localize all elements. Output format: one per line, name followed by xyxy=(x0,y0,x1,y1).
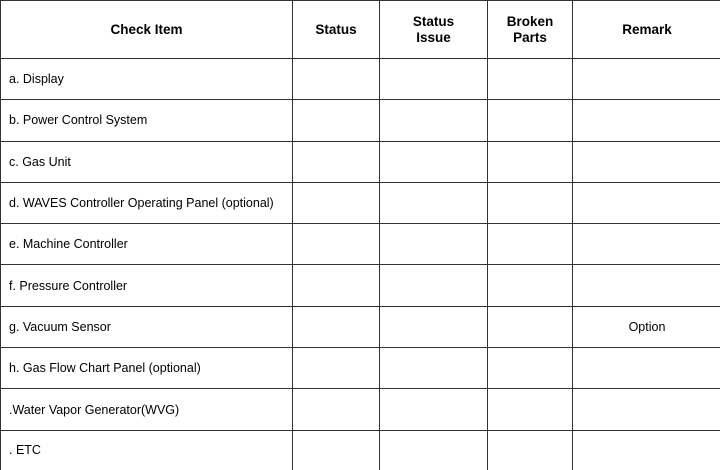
check-item-cell: f. Pressure Controller xyxy=(1,265,293,306)
check-item-cell: a. Display xyxy=(1,59,293,100)
check-item-cell: e. Machine Controller xyxy=(1,224,293,265)
remark-cell[interactable]: Option xyxy=(573,306,720,347)
table-row xyxy=(1,306,720,347)
broken-parts-cell[interactable] xyxy=(488,224,573,265)
check-item-cell: . ETC xyxy=(1,430,293,470)
remark-cell[interactable] xyxy=(573,265,720,306)
broken-parts-cell[interactable] xyxy=(488,59,573,100)
table-row xyxy=(1,348,720,389)
status-cell[interactable] xyxy=(293,306,380,347)
status-issue-cell[interactable] xyxy=(380,430,488,470)
remark-cell[interactable] xyxy=(573,141,720,182)
check-item-cell: g. Vacuum Sensor xyxy=(1,306,293,347)
check-item-cell: .Water Vapor Generator(WVG) xyxy=(1,389,293,430)
status-issue-cell[interactable] xyxy=(380,182,488,223)
remark-cell[interactable] xyxy=(573,389,720,430)
broken-parts-cell[interactable] xyxy=(488,141,573,182)
status-cell[interactable] xyxy=(293,59,380,100)
remark-cell[interactable] xyxy=(573,224,720,265)
broken-parts-cell[interactable] xyxy=(488,306,573,347)
check-item-cell: c. Gas Unit xyxy=(1,141,293,182)
status-cell[interactable] xyxy=(293,141,380,182)
table-row xyxy=(1,182,720,223)
remark-cell[interactable] xyxy=(573,430,720,470)
header-broken-parts-line1: Broken xyxy=(506,13,554,29)
broken-parts-cell[interactable] xyxy=(488,389,573,430)
status-issue-cell[interactable] xyxy=(380,100,488,141)
status-issue-cell[interactable] xyxy=(380,265,488,306)
status-issue-cell[interactable] xyxy=(380,224,488,265)
broken-parts-cell[interactable] xyxy=(488,182,573,223)
remark-cell[interactable] xyxy=(573,59,720,100)
header-remark-label: Remark xyxy=(622,21,672,37)
table-row xyxy=(1,430,720,470)
table-row xyxy=(1,224,720,265)
remark-cell[interactable] xyxy=(573,100,720,141)
status-issue-cell[interactable] xyxy=(380,141,488,182)
check-item-cell: h. Gas Flow Chart Panel (optional) xyxy=(1,348,293,389)
status-cell[interactable] xyxy=(293,182,380,223)
header-remark xyxy=(573,1,720,59)
status-issue-cell[interactable] xyxy=(380,306,488,347)
header-status-issue-line1: Status xyxy=(412,13,455,29)
header-status xyxy=(293,1,380,59)
status-cell[interactable] xyxy=(293,348,380,389)
status-issue-cell[interactable] xyxy=(380,389,488,430)
header-broken-parts-line2: Parts xyxy=(513,29,547,45)
check-item-cell: b. Power Control System xyxy=(1,100,293,141)
broken-parts-cell[interactable] xyxy=(488,348,573,389)
status-cell[interactable] xyxy=(293,224,380,265)
header-row xyxy=(1,1,720,59)
status-cell[interactable] xyxy=(293,265,380,306)
status-cell[interactable] xyxy=(293,389,380,430)
broken-parts-cell[interactable] xyxy=(488,265,573,306)
header-check-item-label: Check Item xyxy=(110,21,183,37)
status-cell[interactable] xyxy=(293,100,380,141)
check-item-cell: d. WAVES Controller Operating Panel (optional) xyxy=(1,182,293,223)
status-cell[interactable] xyxy=(293,430,380,470)
table-row xyxy=(1,100,720,141)
table-row xyxy=(1,141,720,182)
header-broken-parts xyxy=(488,1,573,59)
header-check-item xyxy=(1,1,293,59)
status-issue-cell[interactable] xyxy=(380,348,488,389)
table-row xyxy=(1,389,720,430)
header-status-issue-line2: Issue xyxy=(416,29,451,45)
header-status-label: Status xyxy=(315,21,357,37)
broken-parts-cell[interactable] xyxy=(488,100,573,141)
table-row xyxy=(1,265,720,306)
broken-parts-cell[interactable] xyxy=(488,430,573,470)
remark-cell[interactable] xyxy=(573,348,720,389)
remark-cell[interactable] xyxy=(573,182,720,223)
status-issue-cell[interactable] xyxy=(380,59,488,100)
header-status-issue xyxy=(380,1,488,59)
table-row xyxy=(1,59,720,100)
